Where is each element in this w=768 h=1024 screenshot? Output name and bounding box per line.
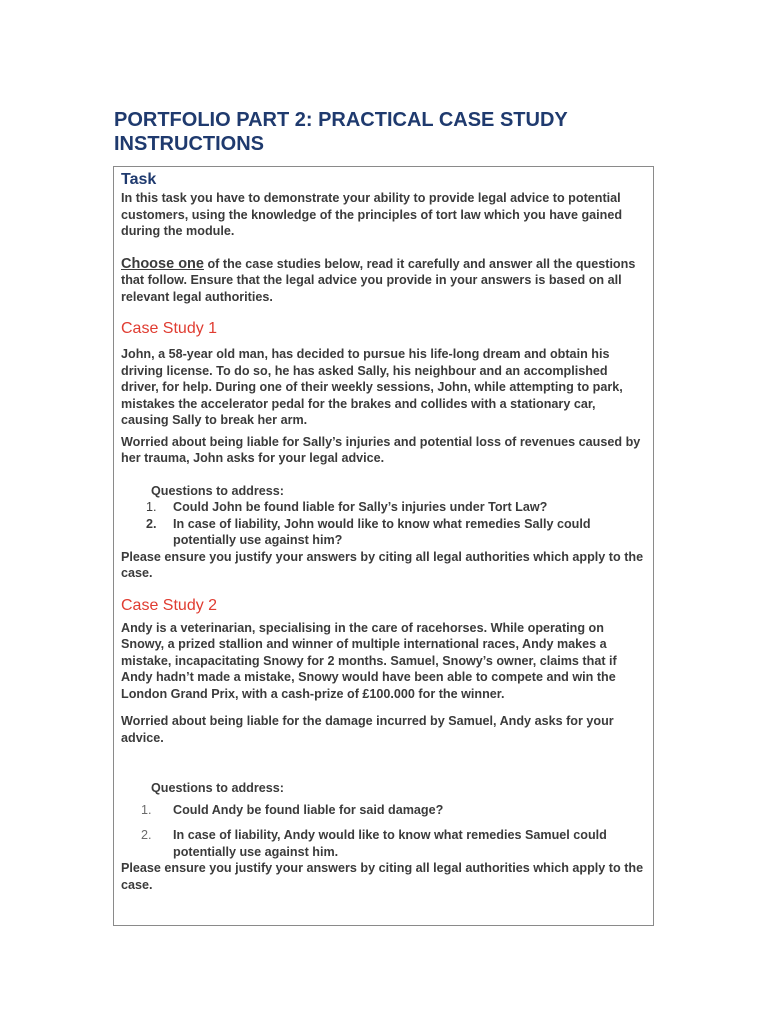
question-text: Could Andy be found liable for said damage? xyxy=(173,802,444,817)
choose-instruction-rest: of the case studies below, read it carefully and answer all the questions that follow. Ensure that the legal advice you provide in your answers is based on all relevant legal authorities. xyxy=(121,256,636,304)
case-study-2-questions-title: Questions to address: xyxy=(151,781,284,795)
question-text: Could John be found liable for Sally’s injuries under Tort Law? xyxy=(173,500,548,514)
case-study-2-question-1 xyxy=(121,802,646,819)
question-text: In case of liability, John would like to know what remedies Sally could potentially use against him? xyxy=(173,516,591,547)
case-study-1-question-2 xyxy=(121,516,646,549)
question-number: 1. xyxy=(141,802,152,817)
question-number: 2. xyxy=(141,828,152,842)
case-study-2-heading: Case Study 2 xyxy=(121,596,218,614)
question-number: 2. xyxy=(146,516,157,531)
case-study-2-paragraph-2: Worried about being liable for the damage incurred by Samuel, Andy asks for your advice. xyxy=(121,714,614,745)
case-study-1-question-1 xyxy=(121,499,646,516)
case-study-2-questions xyxy=(121,802,646,861)
page-title: PORTFOLIO PART 2: PRACTICAL CASE STUDY INSTRUCTIONS xyxy=(114,109,568,155)
question-text: In case of liability, Andy would like to know what remedies Samuel could potentially use against him. xyxy=(173,828,607,859)
choose-one-emphasis: Choose one xyxy=(121,255,204,272)
instructions-box xyxy=(113,166,654,926)
task-heading: Task xyxy=(121,171,157,188)
case-study-2-question-2 xyxy=(121,827,646,860)
case-study-1-questions-title: Questions to address: xyxy=(151,483,284,498)
case-study-1-heading: Case Study 1 xyxy=(121,320,218,337)
case-study-1-paragraph-1: John, a 58-year old man, has decided to pursue his life-long dream and obtain his driving license. To do so, he has asked Sally, his neighbour and an accomplished driver, for help. During one of their weekly sessions, John, while attempting to park, mistakes the accelerator pedal for the brakes and collides with a stationary car, causing Sally to break her arm. xyxy=(121,347,623,427)
choose-instruction xyxy=(121,256,646,306)
case-study-2-paragraph-1: Andy is a veterinarian, specialising in the care of racehorses. While operating on Snowy, a prized stallion and winner of multiple international races, Andy makes a mistake, incapacitating Snowy for 2 months. Samuel, Snowy’s owner, claims that if Andy hadn’t made a mistake, Snowy would have been able to compete and win the London Grand Prix, with a cash-prize of £100.000 for the winner. xyxy=(121,620,617,701)
case-study-1-questions xyxy=(121,499,646,549)
case-study-1-paragraph-2: Worried about being liable for Sally’s injuries and potential loss of revenues caused by her trauma, John asks for your legal advice. xyxy=(121,434,641,465)
task-intro: In this task you have to demonstrate your ability to provide legal advice to potential customers, using the knowledge of the principles of tort law which you have gained during the module. xyxy=(121,191,623,238)
case-study-1-justify: Please ensure you justify your answers by citing all legal authorities which apply to the case. xyxy=(121,549,644,580)
case-study-2-justify: Please ensure you justify your answers by citing all legal authorities which apply to the case. xyxy=(121,861,644,892)
question-number: 1. xyxy=(146,500,157,514)
